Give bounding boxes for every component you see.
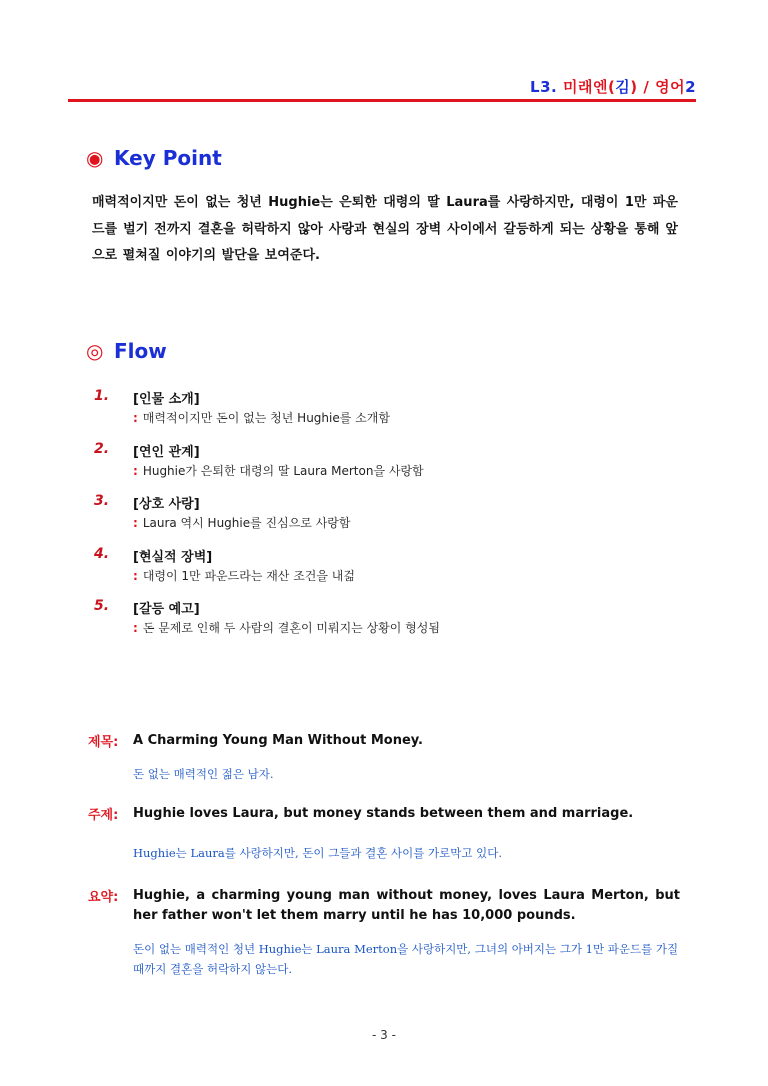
bullseye-icon: ◉ [86, 146, 104, 170]
flow-heading-text: Flow [114, 339, 167, 363]
flow-item-description [133, 619, 440, 636]
textbook-name-suffix: ) / 영어 [630, 78, 686, 96]
flow-item-description [133, 514, 351, 531]
lesson-number: L3. [530, 78, 558, 96]
abstract-label: 요약: [88, 890, 119, 905]
flow-item-number: 4. [94, 545, 110, 562]
flow-item-title: [상호 사랑] [133, 497, 200, 512]
flow-item-colon: : [133, 516, 138, 530]
flow-item-number: 2. [94, 440, 110, 457]
flow-item-description [133, 567, 355, 584]
key-point-body: 매력적이지만 돈이 없는 청년 Hughie는 은퇴한 대령의 딸 Laura를 사랑하지만, 대령이 1만 파운드를 벌기 전까지 결혼을 허락하지 않아 사랑과 현실의 장벽 사이에서 갈등하게 되는 상황을 통해 앞으로 펼쳐질 이야기의 발단을 보여준다. [92, 195, 678, 263]
flow-item [92, 440, 652, 493]
flow-item [92, 492, 652, 545]
textbook-level: 2 [685, 78, 696, 96]
flow-item-colon: : [133, 411, 138, 425]
flow-item-description-text: Hughie가 은퇴한 대령의 딸 Laura Merton을 사랑함 [142, 463, 424, 478]
flow-item-description-text: 매력적이지만 돈이 없는 청년 Hughie를 소개함 [142, 411, 390, 425]
flow-item-title: [연인 관계] [133, 444, 200, 460]
flow-item-title: [현실적 장벽] [133, 549, 213, 565]
flow-item-colon: : [133, 463, 138, 478]
flow-item [92, 387, 652, 440]
title-label: 제목: [88, 735, 119, 750]
page-number: - 3 - [372, 1028, 396, 1042]
header-divider [68, 99, 696, 102]
key-point-heading-text: Key Point [114, 146, 222, 170]
flow-item-description [133, 409, 390, 426]
flow-list [92, 387, 652, 650]
abstract-korean: 돈이 없는 매력적인 청년 Hughie는 Laura Merton을 사랑하지만, 그녀의 아버지는 그가 1만 파운드를 가질 때까지 결혼을 허락하지 않는다. [133, 942, 679, 976]
textbook-author: 김 [615, 78, 631, 96]
double-circle-icon: ◎ [86, 339, 104, 363]
flow-item-description-text: 돈 문제로 인해 두 사람의 결혼이 미뤄지는 상황이 형성됨 [142, 621, 440, 635]
theme-korean: Hughie는 Laura를 사랑하지만, 돈이 그들과 결혼 사이를 가로막고 있다. [133, 846, 502, 860]
abstract-english: Hughie, a charming young man without money, loves Laura Merton, but her father won't let them marry until he has 10,000 pounds. [133, 888, 680, 923]
flow-item [92, 545, 652, 598]
flow-item-colon: : [133, 568, 138, 583]
flow-item-title: [갈등 예고] [133, 602, 200, 617]
flow-item-description [133, 462, 424, 479]
flow-item-number: 3. [94, 493, 110, 509]
theme-english: Hughie loves Laura, but money stands between them and marriage. [133, 806, 634, 821]
flow-item-number: 1. [94, 388, 110, 404]
title-english: A Charming Young Man Without Money. [133, 733, 423, 748]
page-header-title [530, 76, 696, 97]
flow-item-description-text: Laura 역시 Hughie를 진심으로 사랑함 [142, 516, 351, 530]
flow-item-colon: : [133, 621, 138, 635]
textbook-name-prefix: 미래엔( [562, 78, 616, 96]
flow-heading [86, 339, 167, 363]
key-point-heading [86, 146, 222, 170]
theme-label: 주제: [88, 808, 119, 823]
flow-item-title: [인물 소개] [133, 392, 200, 407]
title-korean: 돈 없는 매력적인 젊은 남자. [133, 767, 274, 781]
flow-item [92, 597, 652, 650]
flow-item-number: 5. [94, 598, 110, 614]
flow-item-description-text: 대령이 1만 파운드라는 재산 조건을 내걺 [142, 568, 355, 583]
